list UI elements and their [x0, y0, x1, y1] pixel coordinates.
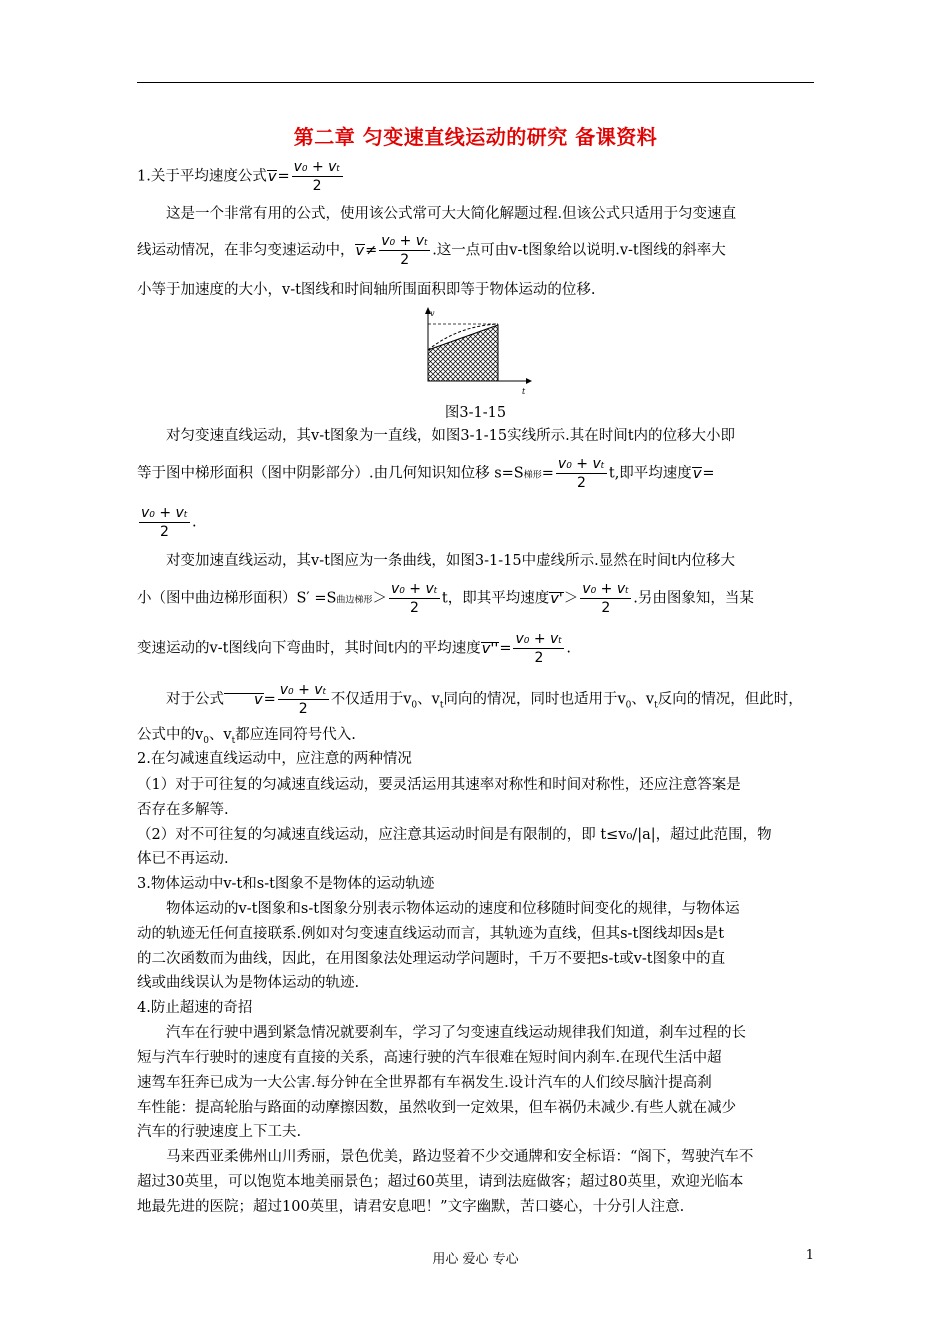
fraction-numerator: v₀ + vₜ [582, 581, 630, 597]
page-footer: 用心 爱心 专心 [432, 1252, 519, 1267]
vbar-symbol: v [224, 693, 264, 707]
s1-p1-line2 [137, 232, 814, 269]
vbar-symbol: v [692, 465, 702, 482]
fraction-numerator: v₀ + vₜ [279, 682, 327, 698]
text: t,即平均速度 [608, 465, 692, 482]
page-title: 第二章 匀变速直线运动的研究 备课资料 [293, 125, 658, 149]
s3-line4: 线或曲线误认为是物体运动的轨迹. [137, 975, 360, 991]
fraction-denominator: 2 [298, 701, 308, 717]
eq-sign: = [499, 640, 512, 657]
s3-line2: 动的轨迹无任何直接联系.例如对匀变速直线运动而言，其轨迹为直线，但其s-t图线却因s是t [137, 926, 725, 942]
vbar-dprime-symbol: v'' [481, 640, 499, 657]
formula-fraction [513, 630, 564, 667]
formula-fraction [556, 455, 607, 492]
fraction-denominator: 2 [312, 178, 322, 194]
subscript: 曲边梯形 [336, 595, 373, 606]
s2-item1-line2: 否存在多解等. [137, 802, 229, 818]
s4-p2-line1: 马来西亚柔佛州山川秀丽，景色优美，路边竖着不少交通牌和安全标语：“阁下，驾驶汽车不 [166, 1149, 754, 1165]
s2-item2-line1: （2）对不可往复的匀减速直线运动，应注意其运动时间是有限制的，即 t≤v₀/|a|，超过此范围，物 [137, 827, 772, 843]
gt-sign: ＞ [563, 590, 579, 607]
s1-p1-line1: 这是一个非常有用的公式，使用该公式常可大大简化解题过程.但该公式只适用于匀变速直 [166, 206, 737, 222]
fraction-numerator: v₀ + vₜ [515, 631, 563, 647]
eq-sign: = [277, 168, 290, 185]
page-number: 1 [805, 1248, 814, 1263]
vbar-symbol: v [355, 242, 365, 259]
subscript: 梯形 [523, 470, 542, 481]
s4-p1-line5: 汽车的行驶速度上下工夫. [137, 1124, 302, 1140]
s1-p1-line3: 小等于加速度的大小，v-t图线和时间轴所围面积即等于物体运动的位移. [137, 282, 596, 298]
section3-heading: 3.物体运动中v-t和s-t图象不是物体的运动轨迹 [137, 876, 435, 892]
s4-p2-line3: 地最先进的医院；超过100英里，请君安息吧！”文字幽默，苦口婆心，十分引人注意. [137, 1199, 685, 1215]
section1-heading: 1.关于平均速度公式 [137, 168, 267, 185]
eq-sign: = [263, 691, 276, 708]
fraction-numerator: v₀ + vₜ [141, 505, 188, 521]
text: 公式中的v [137, 727, 204, 743]
text: t，即其平均速度 [441, 590, 550, 607]
fraction-numerator: v₀ + vₜ [381, 233, 429, 249]
section4-heading: 4.防止超速的奇招 [137, 1000, 253, 1016]
v-axis-label: v [430, 309, 435, 318]
section1-heading-line [137, 158, 814, 195]
text: 等于图中梯形面积（图中阴影部分）.由几何知识知位移 s=S [137, 465, 524, 482]
s4-p1-line1: 汽车在行驶中遇到紧急情况就要刹车，学习了匀变速直线运动规律我们知道，刹车过程的长 [166, 1025, 746, 1041]
fraction-denominator: 2 [601, 600, 611, 616]
s4-p1-line4: 车性能：提高轮胎与路面的动摩擦因数，虽然收到一定效果，但车祸仍未减少.有些人就在减少 [137, 1100, 737, 1116]
fraction-denominator: 2 [400, 252, 410, 268]
s1-p2-line2 [137, 455, 814, 492]
header-rule [137, 82, 814, 83]
fraction-denominator: 2 [409, 600, 419, 616]
fraction-denominator: 2 [534, 650, 544, 666]
s4-p1-line2: 短与汽车行驶时的速度有直接的关系，高速行驶的汽车很难在短时间内刹车.在现代生活中超 [137, 1050, 722, 1066]
fraction-numerator: v₀ + vₜ [557, 456, 605, 472]
s1-p3-line1: 对变加速直线运动，其v-t图应为一条曲线，如图3-1-15中虚线所示.显然在时间t内位移大 [166, 553, 736, 569]
sub-0: 0 [625, 700, 632, 711]
text: 、v [208, 727, 232, 743]
fraction-numerator: v₀ + vₜ [293, 159, 341, 175]
s4-p2-line2: 超过30英里，可以饱览本地美丽景色；超过60英里，请到法庭做客；超过80英里，欢迎光临本 [137, 1174, 744, 1190]
text: 都应连同符号代入. [235, 727, 356, 743]
vbar-symbol: v [267, 168, 277, 185]
eq-sign: = [541, 465, 554, 482]
formula-fraction [580, 580, 631, 617]
s1-p4-line2 [137, 725, 814, 751]
text: 变速运动的v-t图线向下弯曲时，其时间t内的平均速度 [137, 640, 481, 657]
vt-graph-figure [418, 304, 532, 396]
neq-sign: ≠ [365, 242, 378, 259]
eq-sign: = [702, 465, 715, 482]
s1-p2-line3: $\frac{\text{v₀ + vₜ}}{2}$ . [141, 505, 197, 540]
s3-line1: 物体运动的v-t图象和s-t图象分别表示物体运动的速度和位移随时间变化的规律，与物体运 [166, 901, 740, 917]
s1-p2-line1: 对匀变速直线运动，其v-t图象为一直线，如图3-1-15实线所示.其在时间t内的位移大小即 [166, 428, 736, 444]
text: .另由图象知，当某 [633, 590, 754, 607]
text: 、v [417, 691, 440, 708]
trapezoid-area [428, 325, 498, 381]
text: 线运动情况，在非匀变速运动中， [137, 242, 355, 259]
text: 、v [631, 691, 655, 708]
figure-caption: 图3-1-15 [444, 405, 507, 421]
fraction-denominator: 2 [576, 475, 586, 491]
s2-item2-line2: 体已不再运动. [137, 851, 229, 867]
sub-t: t [439, 700, 444, 711]
s2-item1-line1: （1）对于可往复的匀减速直线运动，要灵活运用其速率对称性和时间对称性，还应注意答案是 [137, 777, 741, 793]
s1-p3-line3: 变速运动的v-t图线向下弯曲时，其时间t内的平均速度v''= $\frac{\text{v₀ + vₜ}}{2}$ . [137, 631, 572, 666]
s1-p4-line1 [137, 681, 814, 718]
section2-heading: 2.在匀减速直线运动中，应注意的两种情况 [137, 751, 412, 767]
t-axis-label: t [522, 387, 526, 396]
s3-line3: 的二次函数而为曲线，因此，在用图象法处理运动学问题时，千万不要把s-t或v-t图象中的直 [137, 951, 726, 967]
text: 不仅适用于v [330, 691, 412, 708]
fraction-denominator: 2 [160, 524, 169, 540]
t-axis-arrow [526, 378, 532, 384]
formula-fraction [139, 504, 190, 541]
vbar-prime-symbol: v' [550, 590, 563, 607]
text: 对于公式 [166, 691, 224, 708]
formula-fraction [379, 232, 430, 269]
sub-t: t [654, 700, 658, 711]
formula-fraction [292, 158, 343, 195]
text: 反向的情况，但此时， [657, 691, 803, 708]
fraction-numerator: v₀ + vₜ [390, 581, 438, 597]
text: .这一点可由v-t图象给以说明.v-t图线的斜率大 [432, 242, 726, 259]
text: 小（图中曲边梯形面积）S′ =S [137, 590, 337, 607]
text: 同向的情况，同时也适用于v [443, 691, 626, 708]
formula-fraction [278, 681, 329, 718]
s4-p1-line3: 速驾车狂奔已成为一大公害.每分钟在全世界都有车祸发生.设计汽车的人们绞尽脑汁提高刹 [137, 1075, 712, 1091]
sub-t: t [231, 735, 236, 746]
sub-0: 0 [203, 735, 209, 746]
formula-fraction [389, 580, 440, 617]
sub-0: 0 [411, 700, 418, 711]
gt-sign: ＞ [372, 590, 387, 607]
s1-p3-line2 [137, 580, 814, 617]
